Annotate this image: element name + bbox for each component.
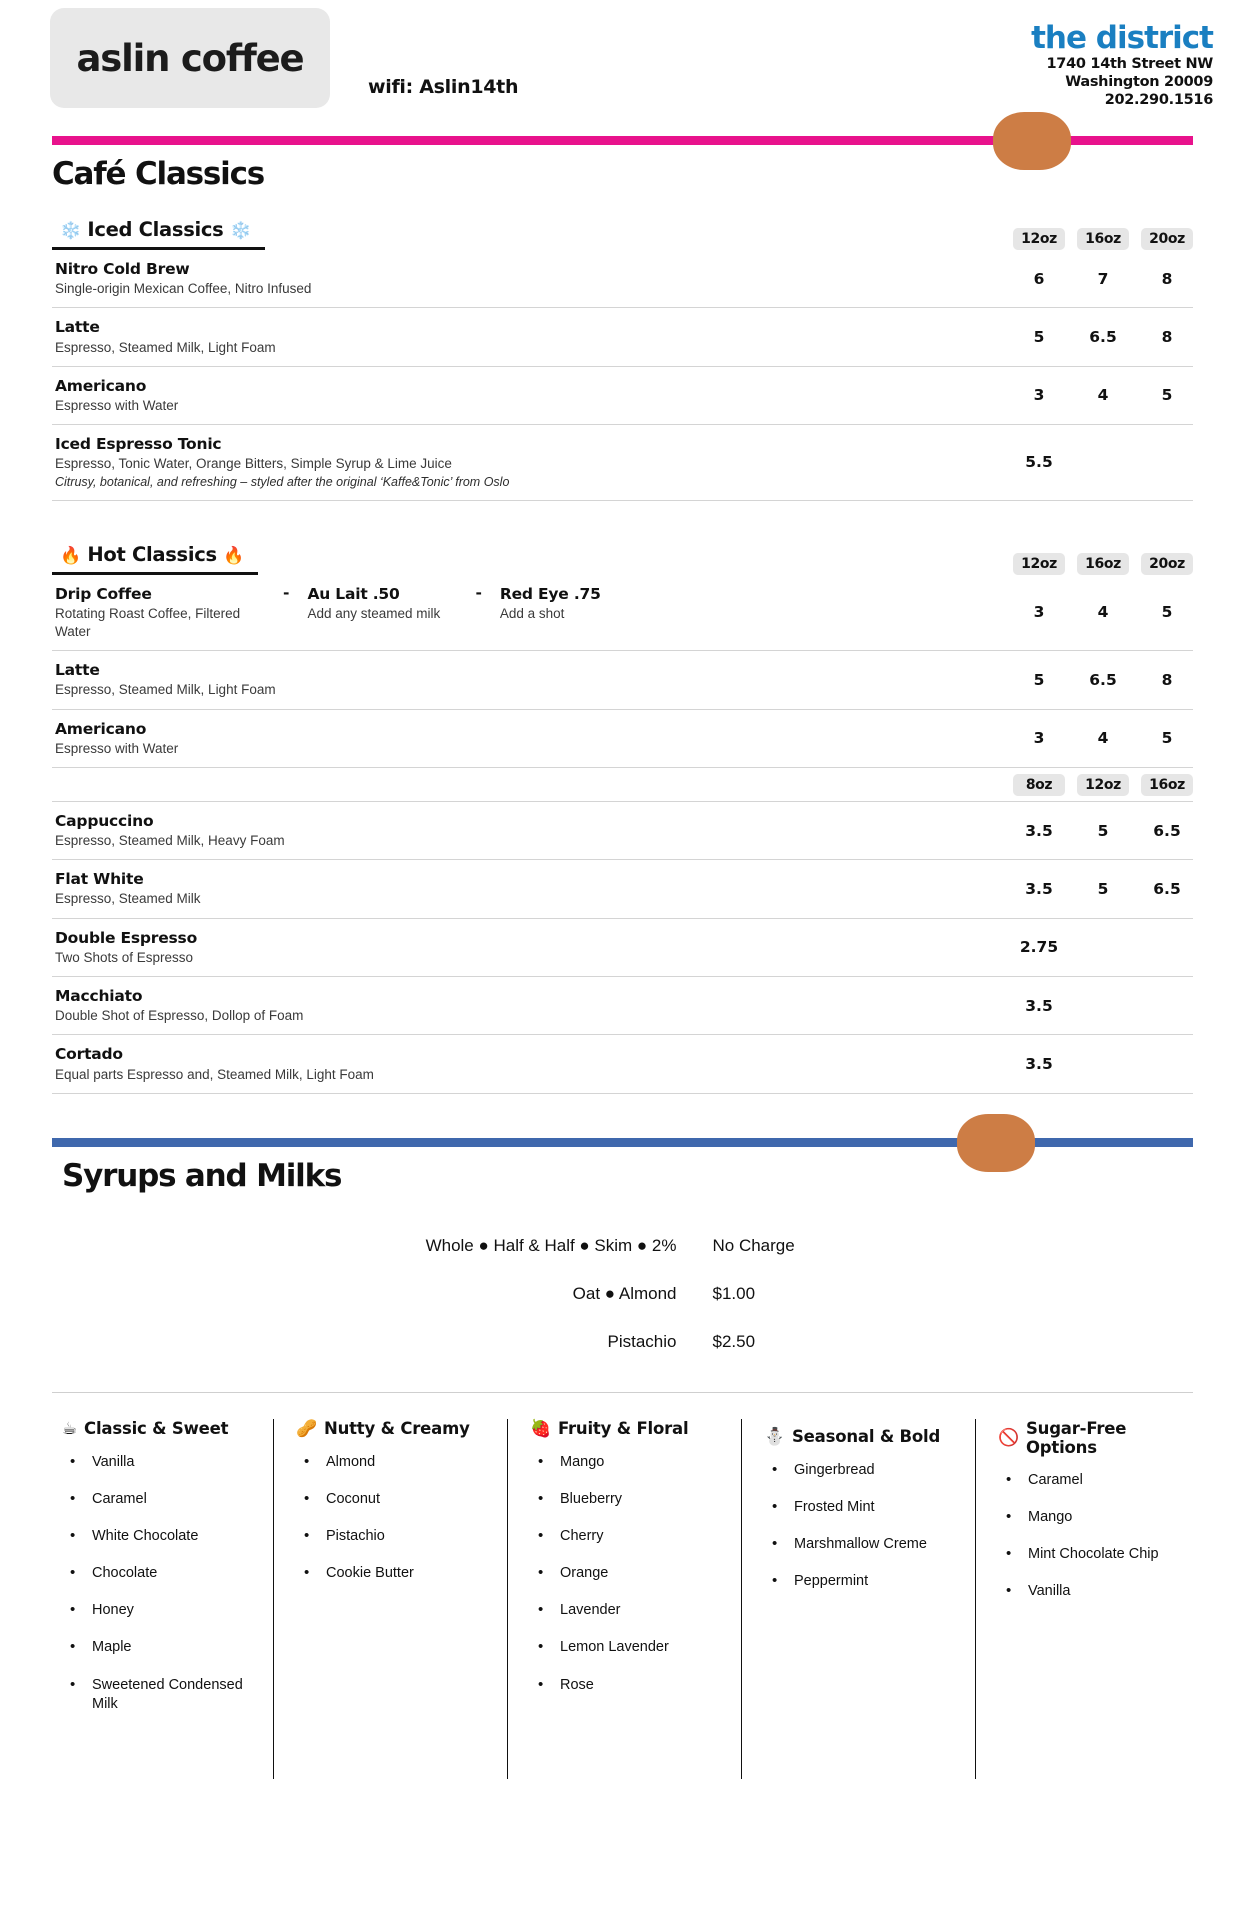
milk-price: $1.00 (712, 1283, 756, 1303)
table-row (52, 651, 1193, 709)
item-prices (1001, 822, 1193, 840)
item-prices (1001, 328, 1193, 346)
column-title: Classic & Sweet (84, 1419, 229, 1439)
item-description: Add any steamed milk (307, 605, 441, 621)
item-name: Americano (55, 719, 147, 738)
item-description: Double Shot of Espresso, Dollop of Foam (55, 1008, 304, 1024)
item-description: Espresso, Steamed Milk, Heavy Foam (55, 833, 285, 849)
syrups-divider (52, 1122, 1193, 1168)
separator-dash: - (283, 583, 290, 602)
list-item: • Peppermint (794, 1572, 961, 1591)
snowman-icon: ⛄ (764, 1426, 785, 1447)
hot-classics-header-row (52, 543, 1193, 575)
price-12oz (1077, 938, 1129, 956)
syrup-column-seasonal-bold (742, 1419, 976, 1779)
item-prices (1001, 880, 1193, 898)
price-16oz: 6.5 (1153, 821, 1181, 840)
item-name: Latte (55, 318, 100, 337)
milk-names: Pistachio (607, 1331, 677, 1351)
table-row (52, 860, 1193, 918)
table-row (52, 710, 1193, 768)
cafe-classics-divider (52, 120, 1193, 166)
price-12oz: 3 (1033, 386, 1045, 405)
list-item: • Vanilla (92, 1453, 259, 1472)
list-item: • Mango (560, 1453, 727, 1472)
item-description: Two Shots of Espresso (55, 949, 194, 965)
item-description: Rotating Roast Coffee, Filtered Water (55, 605, 241, 640)
column-title: Nutty & Creamy (323, 1419, 470, 1439)
price-16oz: 6.5 (1089, 328, 1117, 347)
price-12oz (1077, 1055, 1129, 1073)
price-20oz: 8 (1161, 269, 1173, 288)
size-pill-12oz: 12oz (1013, 553, 1065, 575)
table-row (52, 308, 1193, 366)
list-item: • Rose (560, 1676, 727, 1695)
page-title-syrups-and-milks: Syrups and Milks (62, 1157, 342, 1194)
item-name: Americano (55, 376, 147, 395)
syrup-list (296, 1453, 493, 1584)
price-12oz: 5 (1097, 821, 1109, 840)
syrup-column-classic-sweet (52, 1419, 274, 1779)
price-12oz: 6 (1033, 269, 1045, 288)
iced-classics-table (52, 250, 1193, 501)
list-item (0, 1284, 1243, 1304)
column-title: Sugar-Free Options (1025, 1418, 1127, 1457)
syrup-section-divider (52, 1392, 1193, 1393)
milk-price: No Charge (712, 1235, 795, 1255)
table-row (52, 367, 1193, 425)
price-16oz: 4 (1097, 603, 1109, 622)
hot-size-headers-b (52, 768, 1193, 802)
list-item: • Caramel (92, 1490, 259, 1509)
table-row (52, 425, 1193, 501)
iced-classics-label: Iced Classics (87, 218, 224, 241)
item-name: Latte (55, 661, 100, 680)
item-description: Espresso, Steamed Milk, Light Foam (55, 339, 276, 355)
price-8oz: 2.75 (1019, 938, 1059, 957)
list-item: • Blueberry (560, 1490, 727, 1509)
price-12oz: 3 (1033, 603, 1045, 622)
coffee-cup-icon: ☕ (62, 1418, 78, 1439)
list-item: • Lemon Lavender (560, 1638, 727, 1657)
item-name: Cappuccino (55, 811, 154, 830)
list-item: • Cherry (560, 1527, 727, 1546)
price-16oz (1141, 997, 1193, 1015)
list-item: • Mango (1028, 1508, 1195, 1527)
iced-classics-heading (52, 218, 265, 250)
item-name: Nitro Cold Brew (55, 260, 190, 278)
item-name: Flat White (55, 870, 144, 889)
syrup-list (62, 1453, 259, 1714)
item-name: Cortado (55, 1045, 123, 1064)
price-20oz: 5 (1161, 386, 1173, 405)
table-row-drip-coffee (52, 575, 1193, 652)
page-header (0, 0, 1243, 120)
table-row (52, 919, 1193, 977)
price-20oz: 8 (1161, 328, 1173, 347)
column-heading (296, 1419, 493, 1439)
price-8oz: 3.5 (1025, 996, 1053, 1015)
item-prices (1001, 729, 1193, 747)
price-8oz: 3.5 (1025, 821, 1053, 840)
snowflake-icon-left: ❄️ (60, 221, 81, 241)
size-pill-12oz: 12oz (1077, 774, 1129, 796)
syrup-column-fruity-floral (508, 1419, 742, 1779)
column-heading (764, 1427, 961, 1447)
item-prices (1001, 603, 1193, 621)
item-prices (1001, 938, 1193, 956)
list-item: • Chocolate (92, 1564, 259, 1583)
list-item: • Honey (92, 1601, 259, 1620)
list-item: • Caramel (1028, 1471, 1195, 1490)
list-item: • Lavender (560, 1601, 727, 1620)
price-12oz: 3 (1033, 729, 1045, 748)
price-16oz: 4 (1097, 729, 1109, 748)
size-pill-16oz: 16oz (1141, 774, 1193, 796)
syrup-list (998, 1471, 1195, 1602)
item-description: Add a shot (499, 605, 565, 621)
item-description: Espresso with Water (55, 740, 179, 756)
price-16oz (1141, 1055, 1193, 1073)
item-description: Equal parts Espresso and, Steamed Milk, Light Foam (55, 1066, 374, 1082)
item-description: Espresso with Water (55, 397, 179, 413)
price-12oz: 5 (1033, 670, 1045, 689)
price-12oz: 5.5 (1025, 453, 1053, 472)
table-row (52, 977, 1193, 1035)
list-item: • Cookie Butter (326, 1564, 493, 1583)
column-heading (530, 1419, 727, 1439)
list-item (0, 1236, 1243, 1256)
hot-classics-heading (52, 543, 258, 575)
list-item: • Orange (560, 1564, 727, 1583)
item-name: Drip Coffee (55, 584, 152, 603)
column-heading (62, 1419, 259, 1439)
price-20oz (1141, 453, 1193, 471)
item-name: Double Espresso (55, 928, 198, 947)
hot-classics-table (52, 575, 1193, 1094)
item-description: Single-origin Mexican Coffee, Nitro Infused (55, 281, 312, 297)
hot-size-headers-a (1001, 553, 1193, 575)
price-16oz: 6.5 (1153, 880, 1181, 899)
list-item (0, 1332, 1243, 1352)
list-item: • Coconut (326, 1490, 493, 1509)
coffee-bean-blob-icon (957, 1114, 1035, 1172)
red-eye-item (500, 584, 601, 623)
fire-icon-left: 🔥 (60, 545, 81, 566)
syrup-categories (52, 1419, 1209, 1779)
price-12oz: 5 (1033, 328, 1045, 347)
iced-size-headers (1001, 228, 1193, 250)
size-pill-8oz: 8oz (1013, 774, 1065, 796)
list-item: • Marshmallow Creme (794, 1535, 961, 1554)
strawberry-icon: 🍓 (530, 1418, 551, 1439)
iced-classics-header-row (52, 218, 1193, 250)
coffee-bean-blob-icon (993, 112, 1071, 170)
list-item: • Pistachio (326, 1527, 493, 1546)
item-note: Citrusy, botanical, and refreshing – styled after the original ‘Kaffe&Tonic’ from Oslo (55, 475, 510, 490)
item-name: Au Lait .50 (307, 584, 400, 603)
price-20oz: 5 (1161, 603, 1173, 622)
milk-pricing-list (0, 1236, 1243, 1352)
price-20oz: 5 (1161, 729, 1173, 748)
price-16oz (1077, 453, 1129, 471)
brand-block (50, 8, 518, 108)
syrup-list (764, 1461, 961, 1592)
price-12oz: 5 (1097, 880, 1109, 899)
peanut-icon: 🥜 (296, 1418, 317, 1439)
price-12oz (1077, 997, 1129, 1015)
size-pill-16oz: 16oz (1077, 553, 1129, 575)
milk-names: Oat ● Almond (572, 1283, 677, 1303)
district-name: the district (1031, 20, 1213, 56)
district-phone: 202.290.1516 (1104, 91, 1213, 108)
price-16oz: 7 (1097, 269, 1109, 288)
item-name: Red Eye .75 (499, 584, 601, 603)
list-item: • Gingerbread (794, 1461, 961, 1480)
district-address-line-2: Washington 20009 (1065, 73, 1213, 90)
item-description: Espresso, Tonic Water, Orange Bitters, Simple Syrup & Lime Juice (55, 456, 452, 472)
size-pill-12oz: 12oz (1013, 228, 1065, 250)
item-prices (1001, 671, 1193, 689)
list-item: • Frosted Mint (794, 1498, 961, 1517)
list-item: • White Chocolate (92, 1527, 259, 1546)
item-prices (1001, 1055, 1193, 1073)
district-address-line-1: 1740 14th Street NW (1046, 55, 1213, 72)
table-row (52, 1035, 1193, 1093)
aslin-coffee-logo (50, 8, 330, 108)
item-prices (1001, 386, 1193, 404)
list-item: • Almond (326, 1453, 493, 1472)
separator-dash: - (475, 583, 482, 602)
item-prices (1001, 453, 1193, 471)
price-16oz: 4 (1097, 386, 1109, 405)
item-name: Macchiato (55, 987, 143, 1006)
fire-icon-right: 🔥 (223, 545, 245, 566)
the-district-block (1031, 8, 1213, 109)
item-prices (1001, 997, 1193, 1015)
column-title: Fruity & Floral (557, 1419, 689, 1439)
drip-coffee-item (55, 584, 265, 642)
prohibited-icon: 🚫 (998, 1427, 1019, 1448)
price-8oz: 3.5 (1025, 880, 1053, 899)
item-description: Espresso, Steamed Milk, Light Foam (55, 682, 276, 698)
list-item: • Sweetened Condensed Milk (92, 1676, 259, 1714)
list-item: • Maple (92, 1638, 259, 1657)
size-pill-16oz: 16oz (1077, 228, 1129, 250)
syrup-column-sugar-free (976, 1419, 1209, 1779)
list-item: • Mint Chocolate Chip (1028, 1545, 1195, 1564)
page-title-cafe-classics: Café Classics (52, 156, 265, 192)
price-20oz: 8 (1161, 670, 1173, 689)
column-title: Seasonal & Bold (791, 1427, 941, 1447)
item-name: Iced Espresso Tonic (55, 435, 222, 454)
table-row (52, 250, 1193, 308)
size-pill-20oz: 20oz (1141, 553, 1193, 575)
list-item: • Vanilla (1028, 1582, 1195, 1601)
item-description: Espresso, Steamed Milk (55, 891, 201, 907)
column-heading (998, 1419, 1195, 1457)
price-16oz: 6.5 (1089, 670, 1117, 689)
milk-price: $2.50 (712, 1331, 756, 1351)
syrup-list (530, 1453, 727, 1695)
wifi-info: wifi: Aslin14th (368, 76, 519, 98)
logo-text: aslin coffee (76, 36, 304, 80)
size-pill-20oz: 20oz (1141, 228, 1193, 250)
au-lait-item (307, 584, 457, 623)
milk-names: Whole ● Half & Half ● Skim ● 2% (425, 1235, 677, 1255)
hot-classics-label: Hot Classics (87, 542, 217, 566)
item-prices (1001, 270, 1193, 288)
price-16oz (1141, 938, 1193, 956)
price-8oz: 3.5 (1025, 1055, 1053, 1074)
snowflake-icon-right: ❄️ (229, 221, 251, 241)
syrup-column-nutty-creamy (274, 1419, 508, 1779)
table-row (52, 802, 1193, 860)
